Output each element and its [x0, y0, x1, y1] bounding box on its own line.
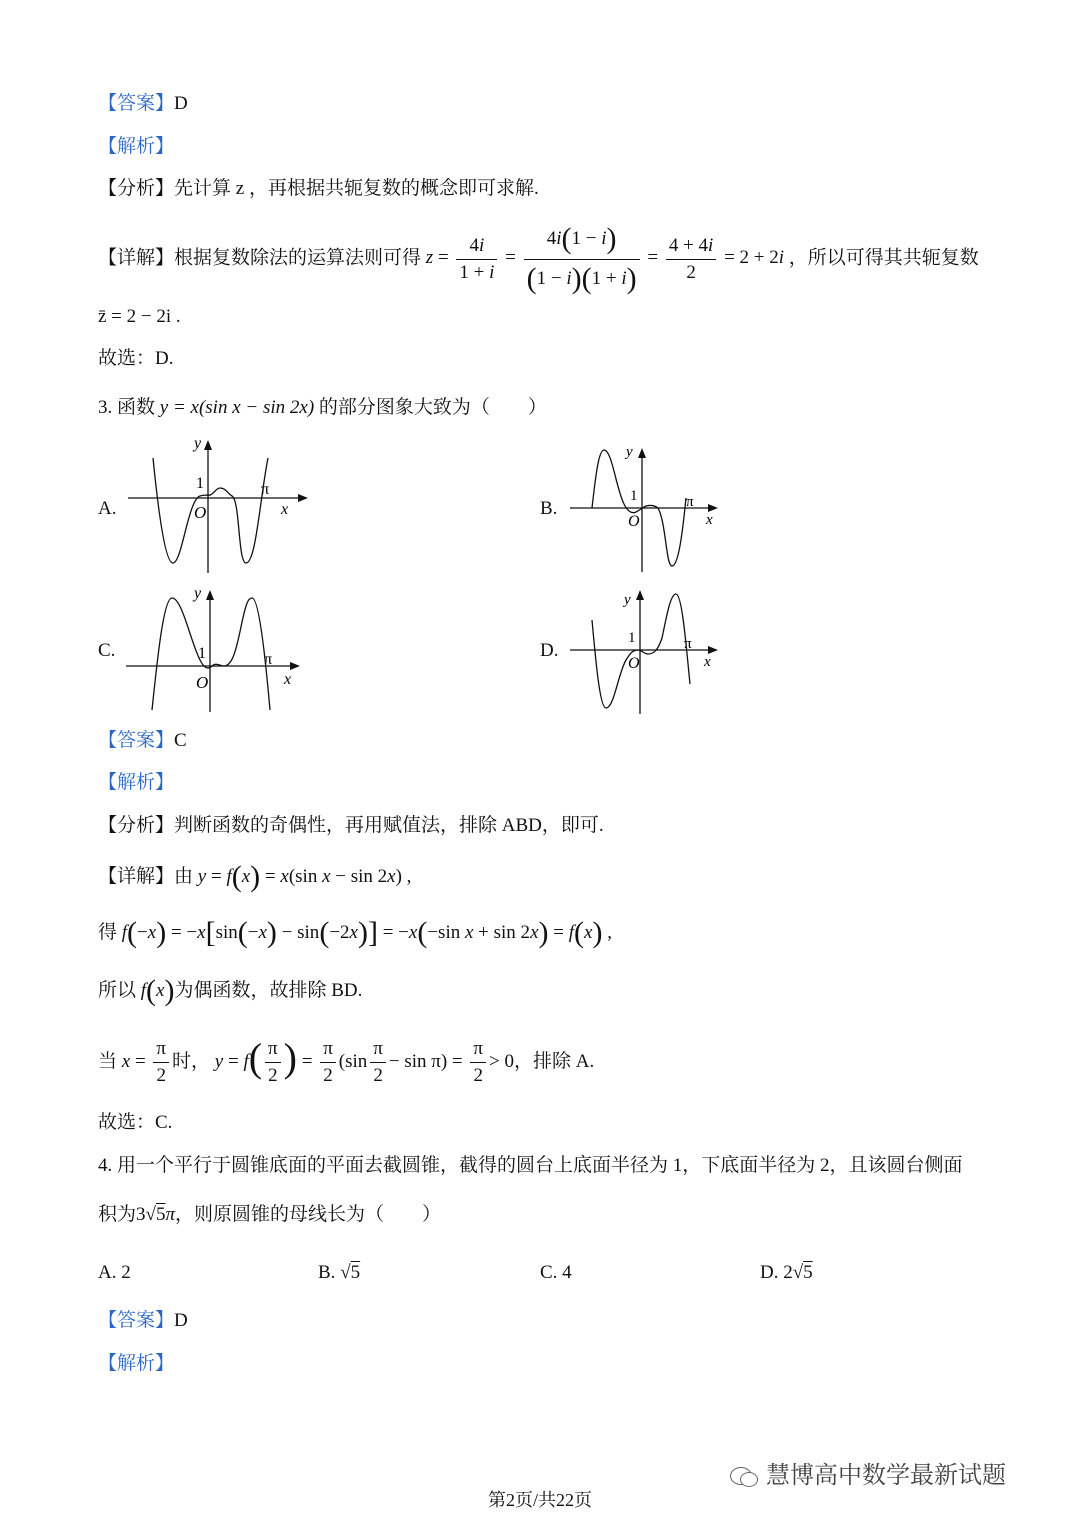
q4-answer-line [98, 1311, 188, 1330]
q2-choose: 故选：D. [98, 348, 174, 369]
q4-stem-line1: 4. 用一个平行于圆锥底面的平面去截圆锥，截得的圆台上底面半径为 1，下底面半径为 2，且该圆台侧面 [98, 1155, 963, 1176]
answer-value: D [174, 1310, 188, 1331]
xiangjie-lead: 根据复数除法的运算法则可得 [174, 247, 422, 269]
q3-choose: 故选：C. [98, 1112, 173, 1133]
tick-one: 1 [196, 475, 204, 492]
origin-label: O [628, 513, 640, 530]
q3-line4: 当 x = $\frac{\pi}{2}$ 时， y = f( $\frac{\pi}{2}$ ) = $\frac{\pi}{2}$ (sin $\frac{\pi}{2}$ − sin π) = $\frac{\pi}{2}$ > 0，排除 A. [98, 1035, 595, 1087]
tick-pi: π [684, 636, 692, 652]
option-b-label: B. [540, 498, 558, 519]
fenxi-text: 先计算 z ，再根据共轭复数的概念即可求解. [174, 178, 539, 199]
fenxi-text: 判断函数的奇偶性，再用赋值法，排除 ABD，即可. [174, 815, 604, 836]
q3-stem [98, 398, 547, 417]
q4-stem-line2: 积为3√5π，则原圆锥的母线长为（ ） [98, 1204, 441, 1225]
q2-conjugate: z̄ = 2 − 2i . [98, 306, 181, 327]
xiangjie-tag: 【详解】 [98, 866, 175, 887]
line3-lead: 所以 [98, 980, 137, 1001]
option-c-graph [118, 582, 308, 717]
x-axis-label: x [281, 501, 289, 518]
q3-line2: 得 f(−x) = −x[sin(−x) − sin(−2x)] = −x(−sin x + sin 2x) = f(x) , [98, 916, 612, 949]
xiangjie-tail: ，所以可得其共轭复数 [788, 247, 979, 269]
watermark-text: 慧博高中数学最新试题 [766, 1461, 1007, 1489]
q4-option-b: B. √5 [318, 1262, 361, 1283]
answer-value: D [174, 93, 188, 114]
answer-tag: 【答案】 [98, 93, 175, 114]
x-axis-label: x [284, 671, 292, 688]
analysis-tag: 【解析】 [98, 136, 175, 157]
q2-answer-line [98, 94, 188, 113]
option-b-label: B. [318, 1262, 336, 1283]
y-axis-label: y [194, 438, 202, 452]
q4-option-c: C. 4 [540, 1262, 572, 1283]
stem-tail: 的部分图象大致为（ ） [318, 397, 547, 418]
tick-pi: π [264, 651, 273, 668]
q4-option-d: D. 2√5 [760, 1262, 813, 1283]
stem-lead: 函数 [117, 397, 156, 418]
stem-tail2: ，则原圆锥的母线长为（ ） [174, 1204, 441, 1225]
line3-tail: 为偶函数，故排除 BD. [174, 980, 363, 1001]
option-d-label: D. [760, 1262, 779, 1283]
fenxi-tag: 【分析】 [98, 815, 175, 836]
q3-fenxi-line [98, 816, 604, 835]
origin-label: O [196, 673, 209, 692]
y-axis-label: y [626, 444, 633, 460]
question-number: 3. [98, 397, 113, 418]
answer-tag: 【答案】 [98, 1310, 175, 1331]
q4-option-a: A. 2 [98, 1262, 131, 1283]
tick-pi: π [686, 494, 694, 510]
option-d-graph [566, 584, 726, 719]
tick-pi: π [261, 481, 270, 498]
page-footer: 第2页/共22页 [487, 1490, 592, 1510]
option-a-label: A. [98, 498, 117, 519]
analysis-tag: 【解析】 [98, 1353, 175, 1374]
analysis-tag: 【解析】 [98, 772, 175, 793]
stem-lead2: 积为 [98, 1204, 137, 1225]
watermark [730, 1455, 1006, 1490]
line4-lead: 当 [98, 1051, 118, 1072]
option-a-graph [118, 438, 308, 578]
q3-answer-line [98, 731, 187, 750]
q2-xiangjie-line [98, 222, 979, 296]
q3-xiangjie-line: 【详解】由 y = f(x) = x(sin x − sin 2x) , [98, 860, 412, 893]
line2-lead: 得 [98, 922, 118, 943]
q2-analysis-tag [98, 137, 174, 156]
tick-one: 1 [630, 488, 638, 504]
xiangjie-tag: 【详解】 [98, 247, 175, 269]
x-axis-label: x [706, 512, 713, 528]
answer-value: C [174, 730, 187, 751]
q3-analysis-tag [98, 773, 174, 792]
fenxi-tag: 【分析】 [98, 178, 175, 199]
y-axis-label: y [194, 585, 202, 602]
y-axis-label: y [624, 592, 631, 608]
q4-analysis-tag [98, 1354, 174, 1373]
xiangjie-lead: 由 [174, 866, 194, 887]
option-d-label: D. [540, 640, 559, 661]
option-b-graph [566, 442, 726, 577]
origin-label: O [628, 655, 640, 672]
line4-tail: ，排除 A. [513, 1051, 595, 1072]
line4-mid: 时， [172, 1051, 211, 1072]
tick-one: 1 [628, 630, 636, 646]
q3-line3: 所以 f(x)为偶函数，故排除 BD. [98, 974, 363, 1007]
option-c-label: C. [98, 640, 116, 661]
stem-formula: y = x(sin x − sin 2x) [159, 397, 315, 418]
wechat-icon [730, 1465, 760, 1487]
origin-label: O [194, 503, 207, 522]
q2-fenxi-line [98, 179, 539, 198]
tick-one: 1 [198, 645, 206, 662]
x-axis-label: x [704, 654, 711, 670]
answer-tag: 【答案】 [98, 730, 175, 751]
q2-formula: z = $\frac{4i}{1 + i}$ = $\frac{4i(1 - i)}{(1 - i)(1 + i)}$ = $\frac{4 + 4i}{2}$ = 2 + 2i [425, 222, 785, 295]
